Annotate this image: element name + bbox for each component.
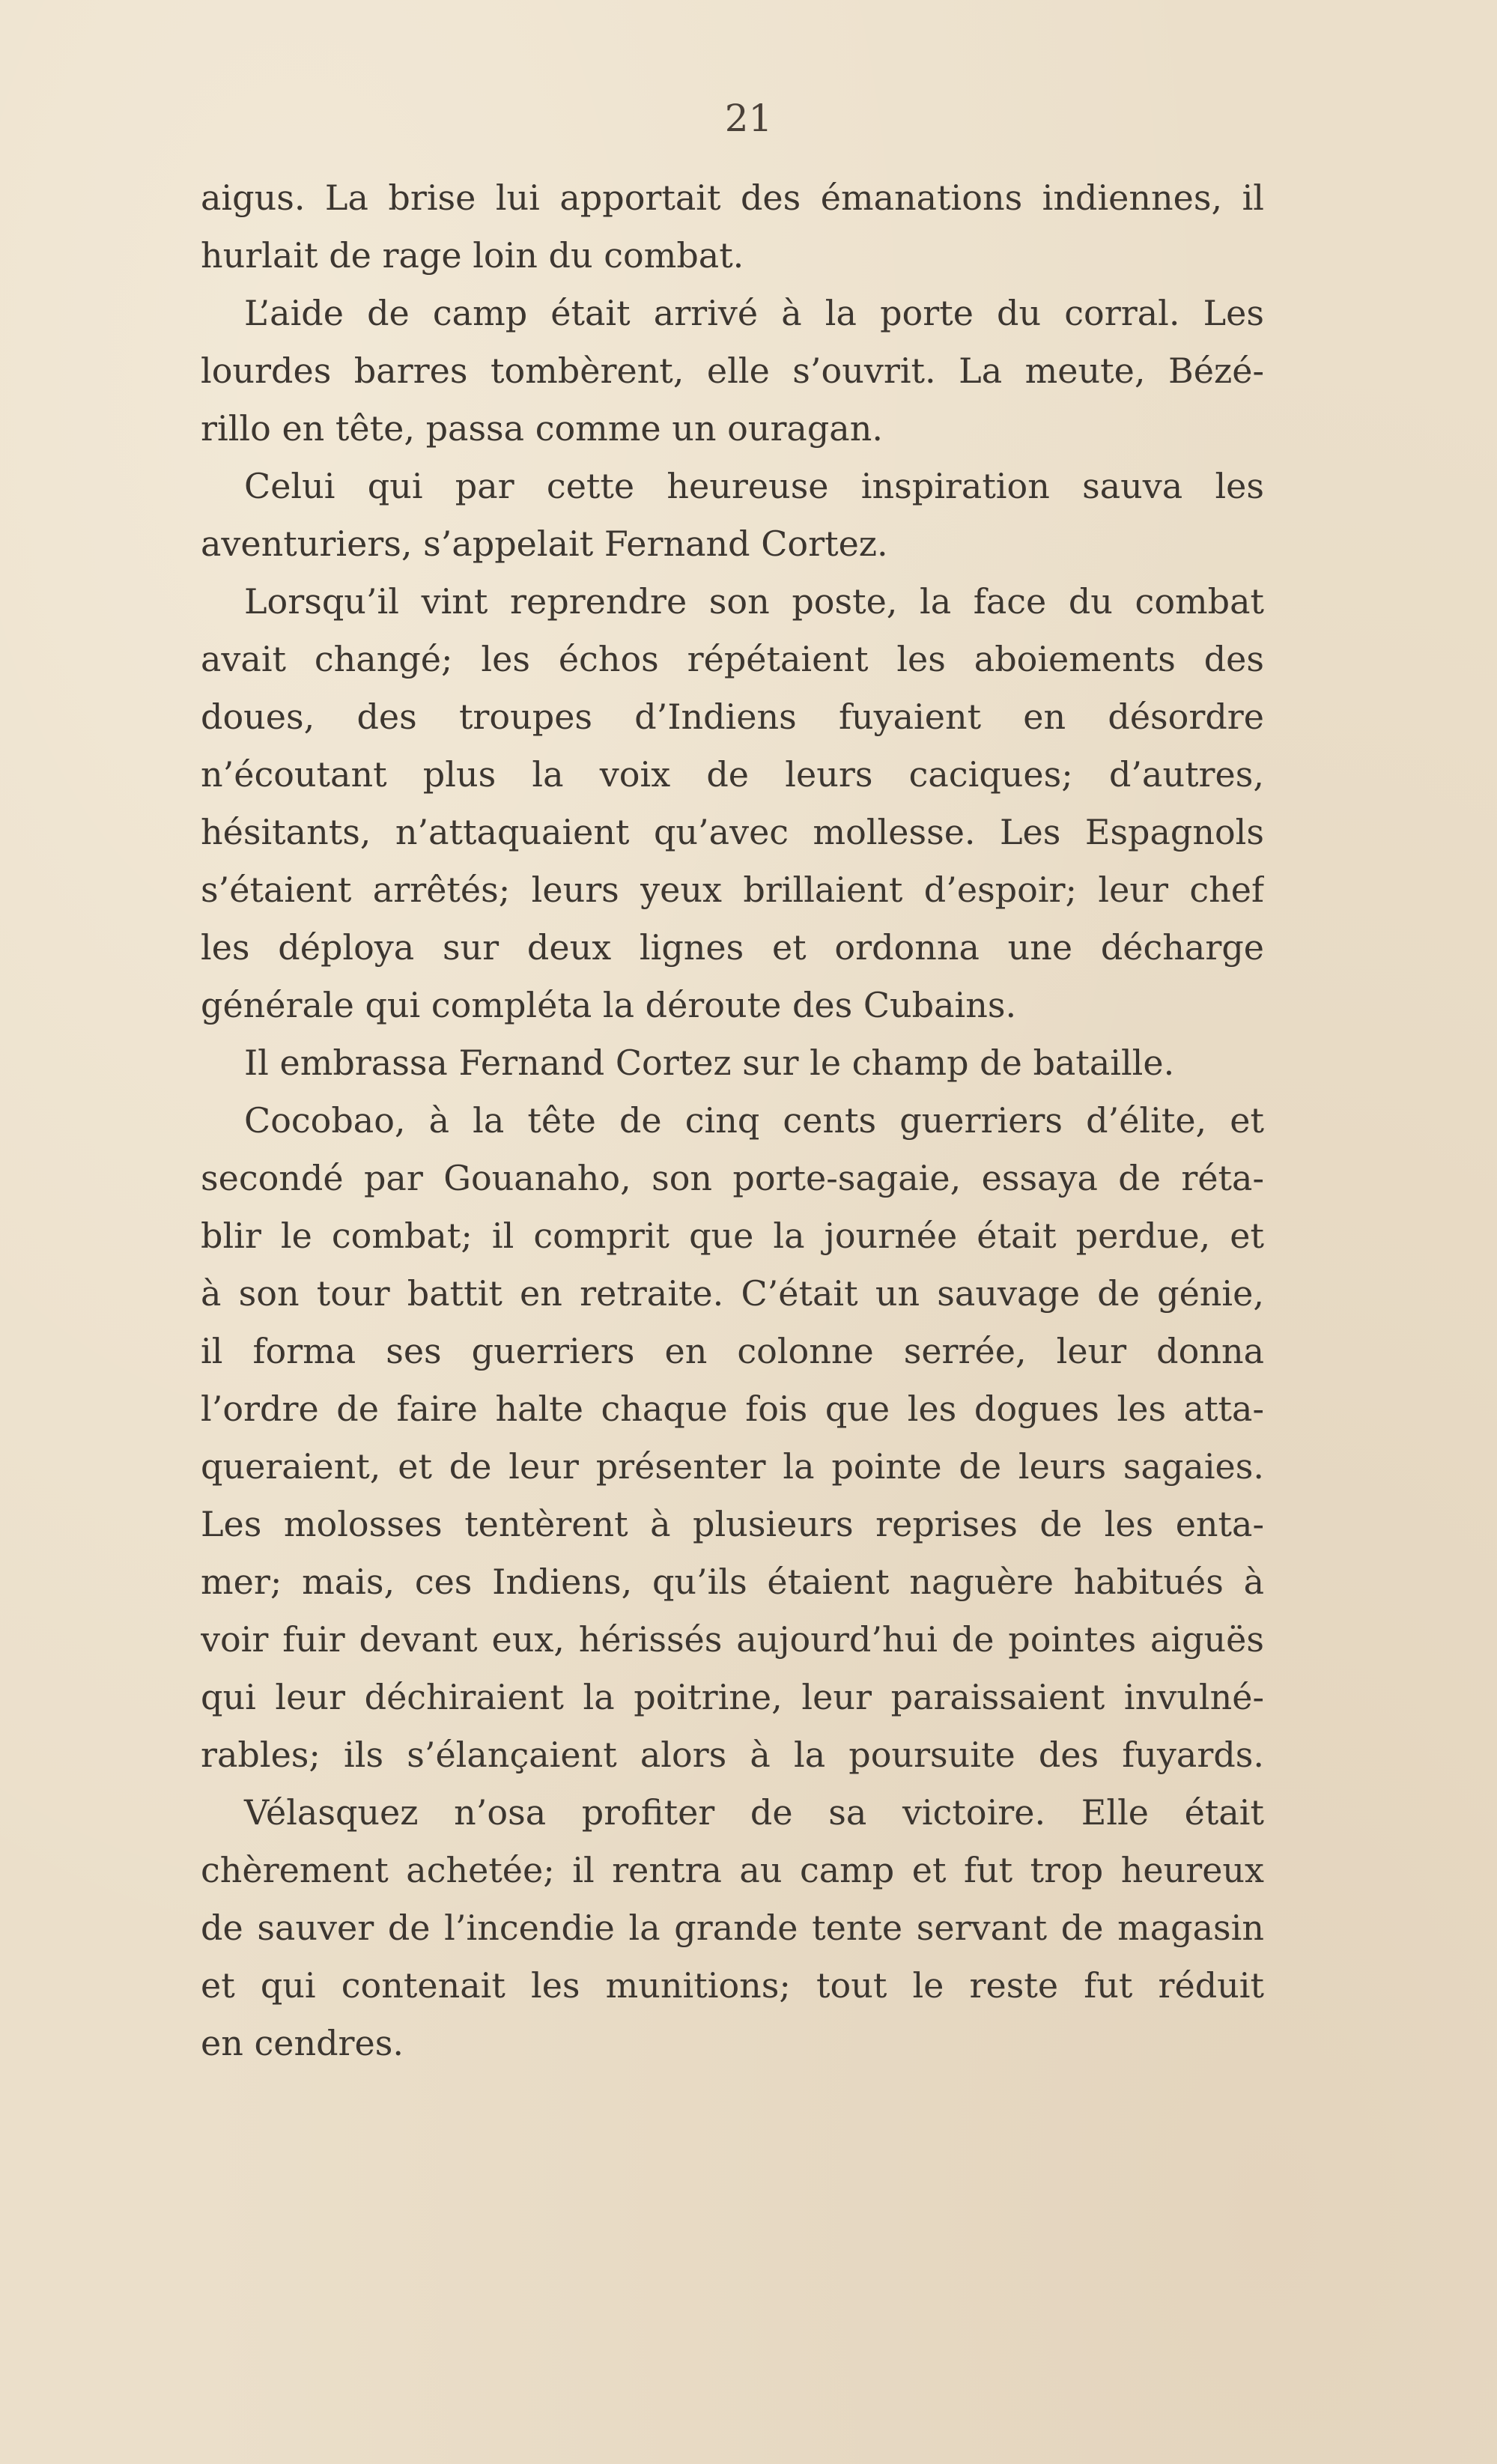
text-line: il forma ses guerriers en colonne serrée, leur donna [201, 1331, 1264, 1371]
text-line: s’étaient arrêtés; leurs yeux brillaient d’espoir; leur chef [201, 870, 1264, 910]
text-line: Cocobao, à la tête de cinq cents guerriers d’élite, et [244, 1100, 1264, 1141]
text-line: l’ordre de faire halte chaque fois que les dogues les atta- [201, 1389, 1264, 1429]
text-line: avait changé; les échos répétaient les aboiements des [201, 639, 1264, 679]
page-number: 21 [724, 97, 773, 140]
text-line: Les molosses tentèrent à plusieurs reprises de les enta- [201, 1504, 1264, 1544]
text-line: blir le combat; il comprit que la journée était perdue, et [201, 1216, 1264, 1256]
text-line: qui leur déchiraient la poitrine, leur paraissaient invulné- [201, 1677, 1264, 1717]
text-line: hurlait de rage loin du combat. [201, 235, 744, 276]
text-line: chèrement achetée; il rentra au camp et fut trop heureux [201, 1850, 1264, 1890]
text-line: Lorsqu’il vint reprendre son poste, la face du combat [244, 581, 1264, 622]
text-line: secondé par Gouanaho, son porte-sagaie, essaya de réta- [201, 1158, 1264, 1198]
text-line: n’écoutant plus la voix de leurs caciques; d’autres, [201, 754, 1264, 795]
text-line: et qui contenait les munitions; tout le reste fut réduit [201, 1965, 1264, 2006]
text-line: Il embrassa Fernand Cortez sur le champ de bataille. [244, 1043, 1175, 1083]
text-line: doues, des troupes d’Indiens fuyaient en désordre [201, 697, 1264, 737]
text-line: hésitants, n’attaquaient qu’avec mollesse. Les Espagnols [201, 812, 1264, 852]
text-line: de sauver de l’incendie la grande tente servant de magasin [201, 1908, 1264, 1948]
text-line: voir fuir devant eux, hérissés aujourd’hui de pointes aiguës [201, 1619, 1264, 1660]
text-line: lourdes barres tombèrent, elle s’ouvrit. La meute, Bézé- [201, 351, 1264, 391]
text-line: Celui qui par cette heureuse inspiration sauva les [244, 466, 1264, 506]
text-line: L’aide de camp était arrivé à la porte du corral. Les [244, 293, 1264, 333]
text-line: rillo en tête, passa comme un ouragan. [201, 408, 883, 449]
text-line: les déploya sur deux lignes et ordonna une décharge [201, 927, 1264, 968]
text-line: mer; mais, ces Indiens, qu’ils étaient naguère habitués à [201, 1562, 1264, 1602]
text-line: Vélasquez n’osa profiter de sa victoire. Elle était [244, 1792, 1264, 1833]
text-line: aigus. La brise lui apportait des émanations indiennes, il [201, 177, 1264, 218]
text-line: à son tour battit en retraite. C’était un sauvage de génie, [201, 1273, 1264, 1314]
text-line: aventuriers, s’appelait Fernand Cortez. [201, 524, 888, 564]
text-line: en cendres. [201, 2023, 404, 2063]
text-line: rables; ils s’élançaient alors à la poursuite des fuyards. [201, 1735, 1264, 1775]
page-body-text [201, 169, 1264, 2072]
text-line: queraient, et de leur présenter la pointe de leurs sagaies. [201, 1446, 1264, 1487]
text-line: générale qui compléta la déroute des Cubains. [201, 985, 1017, 1025]
